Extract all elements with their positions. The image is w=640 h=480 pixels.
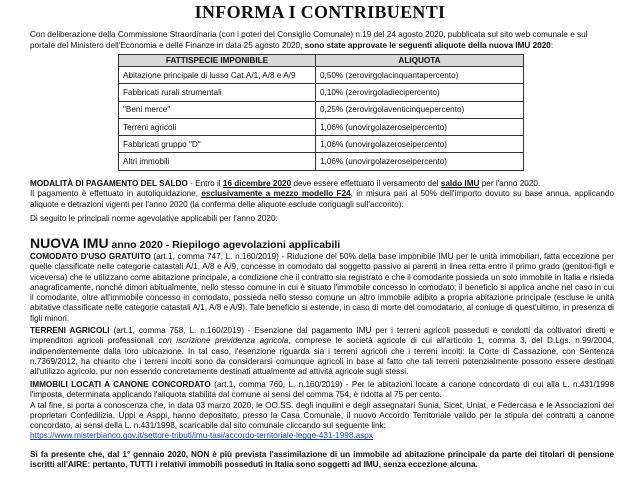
table-row: [119, 84, 524, 101]
accordo-link[interactable]: https://www.misterbianco.gov.it/settore-tributi/imu-tasi/accordo-territoriale-legge-431-1998.aspx: [30, 431, 373, 441]
terreni-italic: con iscrizione previdenza agricola: [158, 336, 289, 346]
saldo-paragraph: [30, 179, 614, 210]
terreni-text: , comprese le società agricole di cui all'articolo 1, comma 3, del D.Lgs. n.99/2004, indipendentemente dalla loro ubicazione. In tal caso, l'esenzione riguarda sia i terreni agricoli che i terreni incolti: la Corte di Cassazione, con Sentenza n.7369/2012, ha chiarito che i terreni incolti sono da considerarsi comunque agricoli in base al fatto che tali terreni potenzialmente possono essere destinati all'utilizzo agricolo, pur non essendo concretamente destinati attualmente ad attività agricole sugli stessi.: [30, 336, 614, 377]
terreni-text: Esenzione dal pagamento IMU per i terreni agricoli posseduti e condotti da coltivatori diretti e imprenditori agricoli professionali: [30, 326, 614, 346]
locati-text: A tal fine, si porta a conoscenza che, in data 03 marzo 2020, le OO.SS. degli inquilini e degli assegnatari Sunia, Sicet, Uniat, e Federcasa e le Associazioni dei proprietari Confedilizia, Uppi e Asppi, hanno depositato, presso la Casa Comunale, il nuovo Accordo Territoriale valido per la stipula dei contratti a canone concordato, ai sensi della L. n.431/1998, scaricabile dal sito comunale cliccando sul seguente link:: [30, 400, 614, 431]
table-cell: 1,06% (unovirgolazeroseipercento): [316, 118, 524, 135]
table-cell: 0,25% (zerovirgolaventicinquepercento): [316, 101, 524, 118]
section-heading: [30, 235, 340, 251]
table-cell: 1,06% (unovirgolazeroseipercento): [316, 153, 524, 170]
saldo-text: - Entro il: [187, 179, 223, 188]
table-cell: Altri immobili: [119, 153, 316, 170]
comodato-text: Riduzione del 50% della base imponibile IMU per le unità immobiliari, fatta eccezione per quelle classificate nelle categorie catastali A/1, A/8 e A/9, concesse in comodato dal soggetto passivo ai parenti in linea retta entro il primo grado (genitori-figli e viceversa) che le utilizzano come abitazione principale, a condizione che il contratto sia registrato e che il comodante possieda un solo immobile in Italia e risieda anagraficamente, nonché dimori abitualmente, nello stesso comune in cui è situato l'immobile concesso in comodato; il beneficio si applica anche nel caso in cui il comodante, oltre all'immobile concesso in comodato, possieda nello stesso comune un altro immobile adibito a propria abitazione principale (escluse le unità abitative classificate nelle categorie catastali A/1, A/8 e A/9). Tale beneficio si estende, in caso di morte del comodatario, al coniuge di quest'ultimo, in presenza di figli minori.: [30, 252, 615, 323]
locati-ref: (art.1, comma 760, L. n.160/2019) -: [210, 380, 352, 389]
terreni-ref: (art.1, comma 758, L. n.160/2019) -: [109, 326, 255, 335]
table-cell: 1,06% (unovirgolazeroseipercento): [316, 136, 524, 153]
saldo-text: per l'anno 2020.: [479, 179, 541, 188]
table-row: [119, 67, 524, 84]
column-header: FATTISPECIE IMPONIBILE: [119, 55, 316, 67]
intro-paragraph: [30, 30, 612, 51]
table-cell: "Beni merce": [119, 101, 316, 118]
intro-bold: sono state approvate le seguenti aliquote della nuova IMU 2020: [304, 40, 551, 50]
locati-paragraph: [30, 380, 614, 442]
table-cell: Fabbricati gruppo "D": [119, 136, 316, 153]
comodato-heading: COMODATO D'USO GRATUITO: [30, 252, 151, 261]
footer-note: Si fa presente che, dal 1° gennaio 2020, NON è più prevista l'assimilazione di un immobile ad abitazione principale da parte dei titolari di pensione iscritti all'AIRE: pertanto, TUTTI i relativi immobili posseduti in Italia sono soggetti ad IMU, senza eccezione alcuna.: [30, 450, 614, 470]
column-header: ALIQUOTA: [316, 55, 524, 67]
terreni-paragraph: [30, 326, 614, 377]
terreni-heading: TERRENI AGRICOLI: [30, 326, 110, 335]
table-cell: 0,50% (zerovirgolacinquantapercento): [316, 67, 524, 84]
table-row: [119, 136, 524, 153]
saldo-heading: MODALITÀ DI PAGAMENTO DEL SALDO: [30, 179, 188, 188]
comodato-paragraph: [30, 252, 614, 324]
intro-text: Con deliberazione della Commissione Straordinaria (con i poteri del Consiglio Comunale) n.19 del 24 agosto 2020, pubblicata sul sito web comunale e sul portale del Ministero dell'Economia e delle Finanze in data 25 agosto 2020,: [30, 30, 588, 50]
locati-heading: IMMOBILI LOCATI A CANONE CONCORDATO: [30, 380, 211, 389]
comodato-ref: (art.1, comma 747, L. n.160/2019) -: [150, 252, 287, 261]
table-cell: 0,10% (zerovirgoladiecipercento): [316, 84, 524, 101]
table-cell: Abitazione principale di lusso Cat.A/1, A/8 e A/9: [119, 67, 316, 84]
norme-intro: Di seguito le principali norme agevolative applicabili per l'anno 2020:: [30, 214, 278, 223]
saldo-date: 16 dicembre 2020: [222, 179, 292, 188]
locati-text: Per le abitazioni locate a canone concordato di cui alla L. n.431/1998 l'imposta, determinata applicando l'aliquota stabilita dal comune ai sensi del comma 754, è ridotta al 75 per cento.: [30, 380, 614, 400]
saldo-f24: esclusivamente a mezzo modello F24: [201, 189, 351, 199]
table-cell: Fabbricati rurali strumentali: [119, 84, 316, 101]
rates-table: [118, 54, 524, 171]
saldo-text: deve essere effettuato il versamento del: [291, 179, 441, 188]
saldo-imu: saldo IMU: [440, 179, 480, 188]
section-heading-main: NUOVA IMU: [30, 235, 109, 251]
table-cell: Terreni agricoli: [119, 118, 316, 135]
section-heading-sub: anno 2020 - Riepilogo agevolazioni applicabili: [108, 239, 341, 251]
table-row: [119, 101, 524, 118]
table-header-row: [119, 55, 524, 67]
page-title: INFORMA I CONTRIBUENTI: [194, 2, 446, 22]
saldo-text: , in misura pari al 50% dell'importo dovuto su base annua, applicando aliquote e detrazioni vigenti per l'anno 2020 (la conferma delle aliquote esclude conguagli sull'acconto).: [30, 189, 615, 209]
table-row: [119, 153, 524, 170]
intro-end: :: [550, 40, 554, 50]
table-row: [119, 118, 524, 135]
saldo-text: Il pagamento è effettuato in autoliquidazione,: [30, 189, 202, 199]
